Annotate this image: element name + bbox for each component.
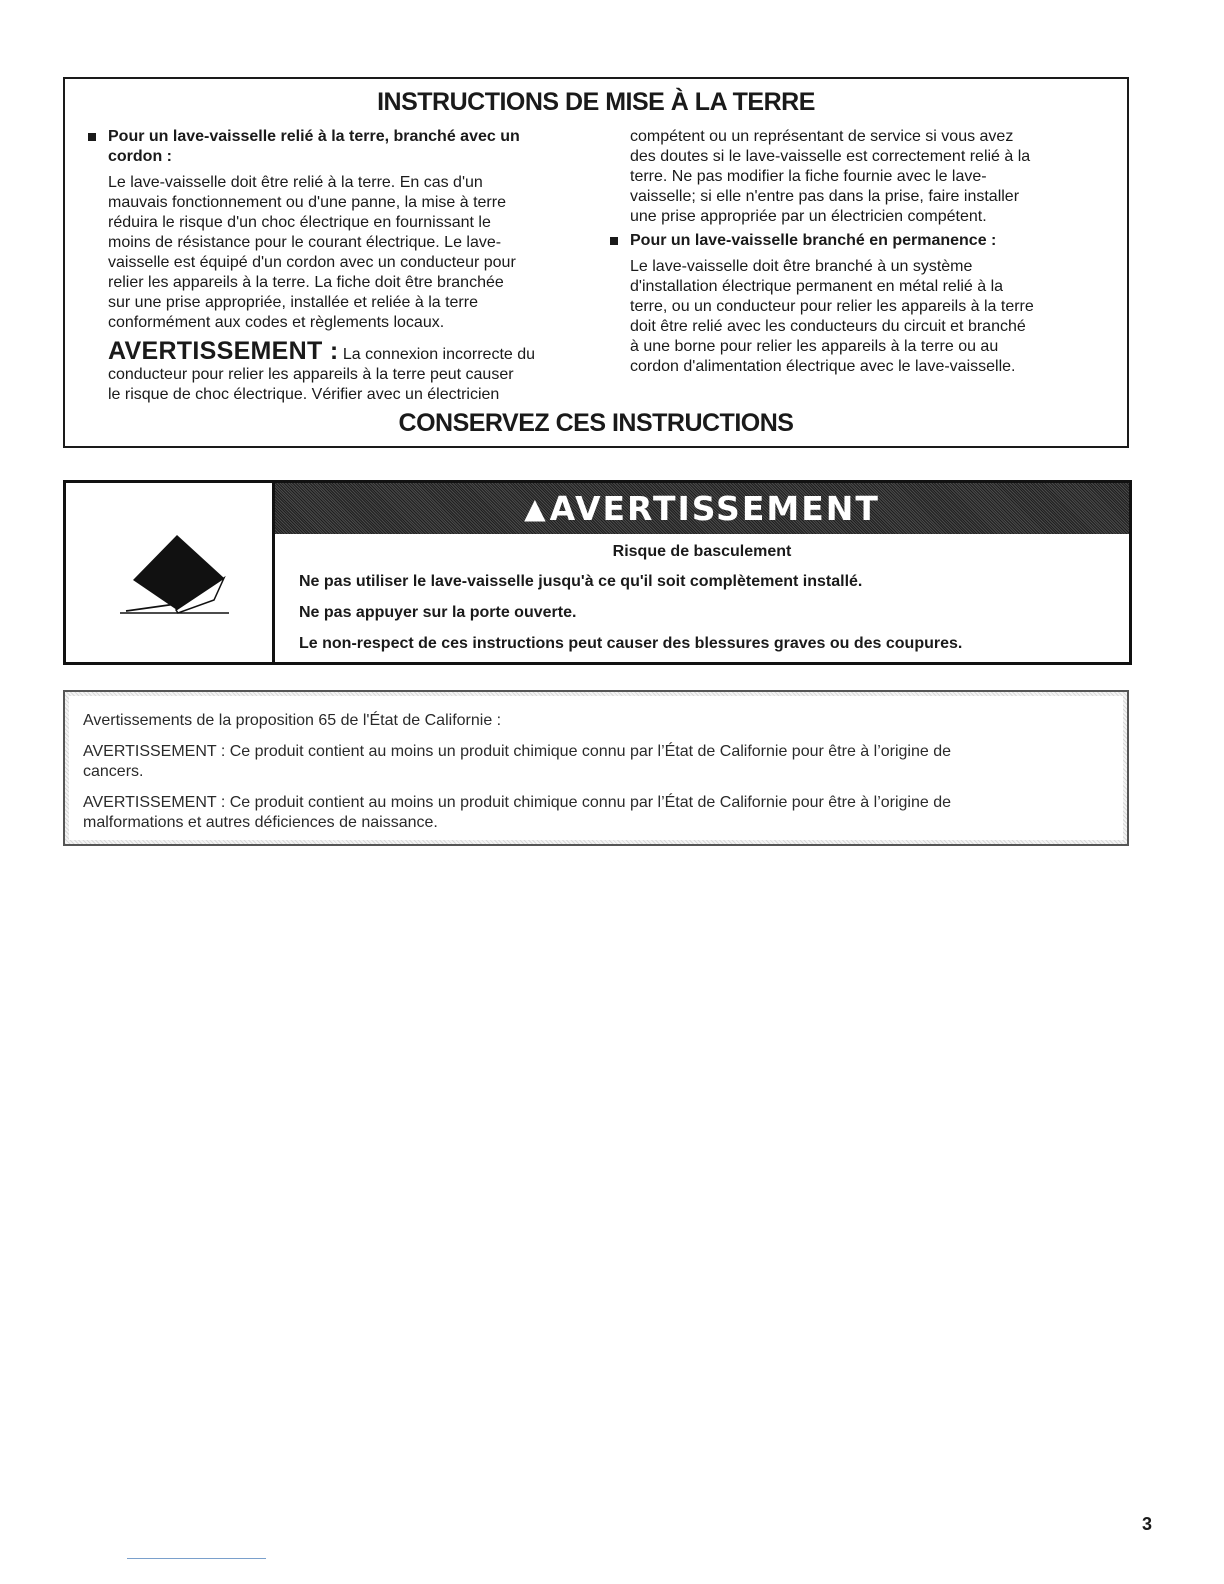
save-instructions-title: CONSERVEZ CES INSTRUCTIONS [398,409,794,437]
warning-triangle-icon: ▲ [524,492,548,525]
permanent-paragraph: Le lave-vaisselle doit être branché à un système d'installation électrique permanent en métal relié à la terre, ou un conducteur pour relier les appareils à la terre doit être relié avec les conducteurs du circuit et branché à une borne pour relier les appareils à la terre ou au cordon d'alimentation électrique avec le lave-vaisselle. [630,258,1034,375]
permanent-heading: Pour un lave-vaisselle branché en permanence : [610,231,1110,251]
grounding-title: INSTRUCTIONS DE MISE À LA TERRE [377,88,815,116]
warning-label: AVERTISSEMENT : [108,337,339,365]
warning-continuation: compétent ou un représentant de service si vous avez des doutes si le lave-vaisselle est correctement relié à la terre. Ne pas modifier la fiche fournie avec le lave- vaisselle; si elle n'entre pas dans la prise, faire installer une prise appropriée par un électricien compétent. [630,128,1031,225]
grounding-right-column [610,127,1110,377]
warning-banner-label: AVERTISSEMENT [549,489,880,528]
cord-heading: Pour un lave-vaisselle relié à la terre, branché avec un cordon : [87,127,577,167]
grounding-instructions-box [63,77,1129,448]
tip-over-line: Le non-respect de ces instructions peut causer des blessures graves ou des coupures. [299,635,963,652]
grounding-warning: AVERTISSEMENT : La connexion incorrecte du conducteur pour relier les appareils à la terre peut causer le risque de choc électrique. Vérifier avec un électricien [108,337,536,403]
warning-banner [275,483,1129,534]
prop65-cancer-warning: AVERTISSEMENT : Ce produit contient au moins un produit chimique connu par l’État de Californie pour être à l’origine de cancers. [83,743,952,780]
bullet-square-icon [88,133,96,141]
prop65-birth-defect-warning: AVERTISSEMENT : Ce produit contient au moins un produit chimique connu par l’État de Californie pour être à l’origine de malformations et autres déficiences de naissance. [83,794,952,831]
grounding-left-column [87,127,577,405]
cord-paragraph: Le lave-vaisselle doit être relié à la terre. En cas d'un mauvais fonctionnement ou d'une panne, la mise à terre réduira le risque d'un choc électrique en fournissant le moins de résistance pour le courant électrique. Le lave- vaisselle est équipé d'un cordon avec un conducteur pour relier les appareils à la terre. La fiche doit être branchée sur une prise appropriée, installée et reliée à la terre conformément aux codes et règlements locaux. [108,174,516,331]
tip-over-warning-box [63,480,1132,665]
tip-over-warning-text [275,534,1129,662]
prop65-warning-box [63,690,1129,846]
tip-over-line: Ne pas utiliser le lave-vaisselle jusqu'à ce qu'il soit complètement installé. [299,573,863,590]
page-number: 3 [1142,1514,1153,1534]
tip-over-pictogram-panel [66,483,275,662]
tip-over-subtitle: Risque de basculement [612,543,792,560]
prop65-heading: Avertissements de la proposition 65 de l'État de Californie : [83,712,502,729]
footer-rule [127,1558,266,1559]
dishwasher-tip-over-icon [66,483,272,662]
bullet-square-icon [610,237,618,245]
tip-over-line: Ne pas appuyer sur la porte ouverte. [299,604,577,621]
